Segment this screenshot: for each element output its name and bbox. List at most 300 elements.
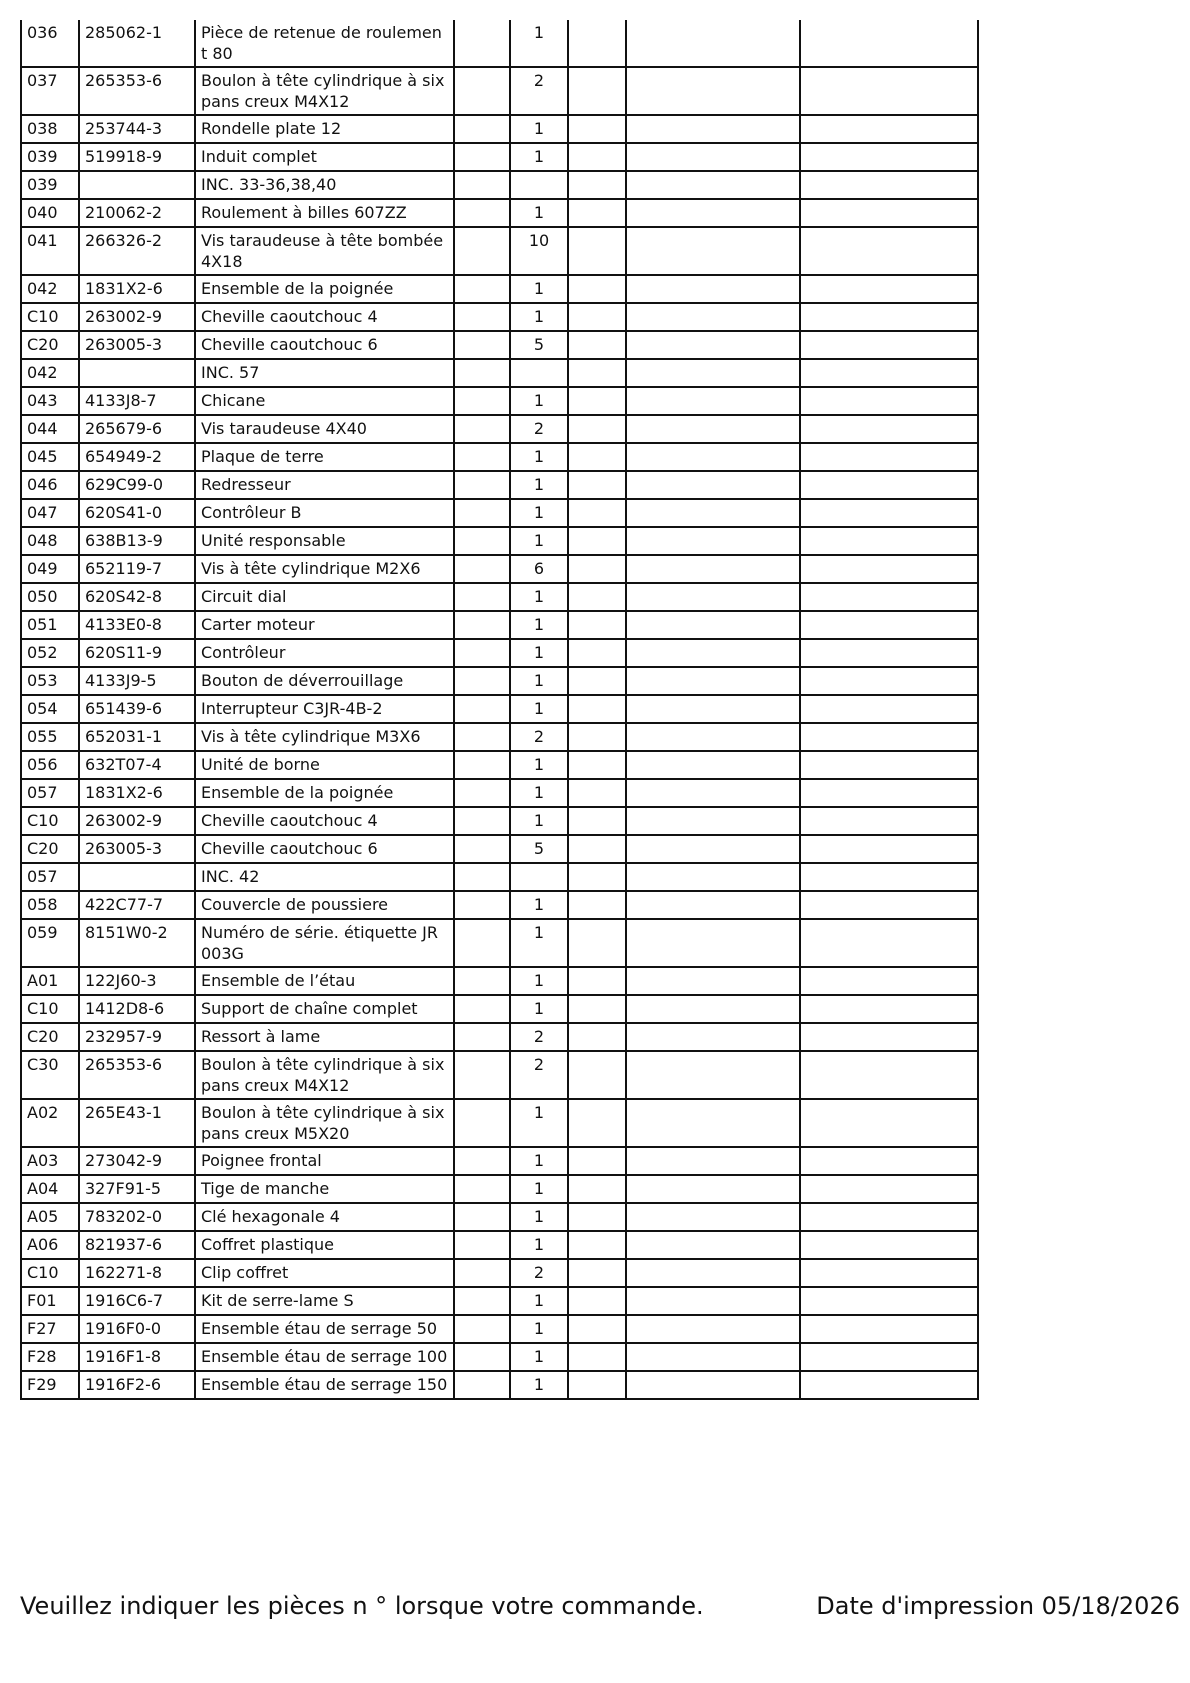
cell-empty	[626, 199, 800, 227]
cell-empty	[800, 667, 978, 695]
cell-description: Interrupteur C3JR-4B-2	[195, 695, 454, 723]
cell-description: INC. 57	[195, 359, 454, 387]
cell-part-no: 232957-9	[79, 1023, 195, 1051]
cell-empty	[454, 611, 510, 639]
cell-part-no: 263002-9	[79, 303, 195, 331]
cell-quantity: 5	[510, 835, 568, 863]
cell-empty	[568, 227, 626, 275]
cell-item-no: F01	[21, 1287, 79, 1315]
table-row	[21, 387, 978, 415]
cell-empty	[800, 20, 978, 67]
table-row	[21, 1259, 978, 1287]
table-row	[21, 995, 978, 1023]
cell-empty	[454, 303, 510, 331]
cell-empty	[626, 67, 800, 115]
cell-empty	[626, 611, 800, 639]
cell-empty	[568, 1203, 626, 1231]
cell-empty	[568, 199, 626, 227]
cell-empty	[626, 1231, 800, 1259]
cell-item-no: 042	[21, 275, 79, 303]
cell-empty	[626, 779, 800, 807]
table-row	[21, 359, 978, 387]
cell-empty	[454, 751, 510, 779]
cell-empty	[626, 171, 800, 199]
cell-empty	[454, 227, 510, 275]
cell-item-no: 045	[21, 443, 79, 471]
cell-empty	[800, 199, 978, 227]
table-row	[21, 807, 978, 835]
cell-part-no: 263002-9	[79, 807, 195, 835]
cell-empty	[626, 499, 800, 527]
cell-empty	[454, 1287, 510, 1315]
cell-empty	[800, 143, 978, 171]
cell-empty	[568, 891, 626, 919]
cell-quantity: 1	[510, 1371, 568, 1399]
cell-empty	[800, 303, 978, 331]
cell-part-no: 265353-6	[79, 1051, 195, 1099]
cell-description: INC. 42	[195, 863, 454, 891]
cell-empty	[626, 1023, 800, 1051]
cell-empty	[568, 1023, 626, 1051]
cell-quantity: 1	[510, 667, 568, 695]
table-row	[21, 1343, 978, 1371]
cell-empty	[568, 1147, 626, 1175]
cell-quantity: 1	[510, 1231, 568, 1259]
cell-quantity: 5	[510, 331, 568, 359]
cell-empty	[568, 387, 626, 415]
cell-description: Ensemble de la poignée	[195, 779, 454, 807]
cell-empty	[800, 779, 978, 807]
cell-empty	[568, 555, 626, 583]
cell-quantity: 1	[510, 115, 568, 143]
cell-quantity: 1	[510, 1099, 568, 1147]
cell-item-no: 042	[21, 359, 79, 387]
cell-empty	[800, 115, 978, 143]
cell-empty	[800, 1371, 978, 1399]
cell-part-no: 265353-6	[79, 67, 195, 115]
cell-empty	[800, 275, 978, 303]
cell-quantity: 2	[510, 67, 568, 115]
cell-empty	[454, 1371, 510, 1399]
cell-empty	[800, 1343, 978, 1371]
cell-empty	[626, 583, 800, 611]
cell-quantity	[510, 359, 568, 387]
cell-item-no: 057	[21, 863, 79, 891]
cell-description: Rondelle plate 12	[195, 115, 454, 143]
table-row	[21, 967, 978, 995]
cell-item-no: 054	[21, 695, 79, 723]
cell-empty	[800, 751, 978, 779]
cell-part-no: 651439-6	[79, 695, 195, 723]
cell-description: Ensemble de la poignée	[195, 275, 454, 303]
cell-empty	[800, 695, 978, 723]
cell-empty	[454, 919, 510, 967]
cell-item-no: 038	[21, 115, 79, 143]
cell-part-no: 654949-2	[79, 443, 195, 471]
cell-quantity: 1	[510, 919, 568, 967]
table-row	[21, 611, 978, 639]
cell-empty	[568, 967, 626, 995]
cell-part-no: 1916F0-0	[79, 1315, 195, 1343]
cell-empty	[800, 415, 978, 443]
cell-description: Ensemble étau de serrage 100	[195, 1343, 454, 1371]
cell-part-no	[79, 359, 195, 387]
cell-quantity: 1	[510, 995, 568, 1023]
cell-empty	[626, 667, 800, 695]
cell-description: Contrôleur B	[195, 499, 454, 527]
table-row	[21, 1023, 978, 1051]
cell-part-no: 8151W0-2	[79, 919, 195, 967]
cell-empty	[568, 331, 626, 359]
cell-item-no: C10	[21, 303, 79, 331]
cell-description: Support de chaîne complet	[195, 995, 454, 1023]
cell-empty	[454, 331, 510, 359]
cell-empty	[454, 1023, 510, 1051]
cell-empty	[800, 67, 978, 115]
cell-description: Roulement à billes 607ZZ	[195, 199, 454, 227]
cell-item-no: A04	[21, 1175, 79, 1203]
cell-empty	[800, 891, 978, 919]
cell-quantity: 1	[510, 1287, 568, 1315]
table-row	[21, 919, 978, 967]
cell-empty	[626, 1099, 800, 1147]
cell-empty	[626, 443, 800, 471]
cell-empty	[568, 919, 626, 967]
cell-empty	[568, 1315, 626, 1343]
cell-quantity: 2	[510, 1023, 568, 1051]
cell-quantity: 1	[510, 275, 568, 303]
cell-item-no: A06	[21, 1231, 79, 1259]
cell-item-no: 052	[21, 639, 79, 667]
cell-part-no: 783202-0	[79, 1203, 195, 1231]
cell-empty	[800, 171, 978, 199]
cell-empty	[626, 807, 800, 835]
cell-description: Cheville caoutchouc 6	[195, 331, 454, 359]
cell-empty	[626, 1259, 800, 1287]
cell-item-no: A02	[21, 1099, 79, 1147]
cell-empty	[626, 359, 800, 387]
table-row	[21, 275, 978, 303]
cell-description: Pièce de retenue de roulement 80	[195, 20, 454, 67]
cell-empty	[568, 443, 626, 471]
cell-quantity: 1	[510, 807, 568, 835]
cell-empty	[800, 919, 978, 967]
table-row	[21, 751, 978, 779]
print-date: Date d'impression 05/18/2026	[816, 1592, 1180, 1620]
cell-part-no: 652119-7	[79, 555, 195, 583]
cell-quantity: 1	[510, 695, 568, 723]
cell-description: Vis à tête cylindrique M3X6	[195, 723, 454, 751]
cell-item-no: 046	[21, 471, 79, 499]
cell-empty	[800, 967, 978, 995]
cell-quantity: 1	[510, 583, 568, 611]
cell-empty	[568, 20, 626, 67]
cell-description: Ensemble de l’étau	[195, 967, 454, 995]
cell-empty	[626, 1051, 800, 1099]
cell-description: Couvercle de poussiere	[195, 891, 454, 919]
cell-empty	[800, 1147, 978, 1175]
cell-item-no: C10	[21, 1259, 79, 1287]
cell-empty	[626, 303, 800, 331]
cell-item-no: 039	[21, 171, 79, 199]
table-row	[21, 20, 978, 67]
cell-part-no: 210062-2	[79, 199, 195, 227]
table-row	[21, 1175, 978, 1203]
cell-part-no: 265679-6	[79, 415, 195, 443]
table-row	[21, 527, 978, 555]
table-row	[21, 667, 978, 695]
cell-description: Ensemble étau de serrage 50	[195, 1315, 454, 1343]
cell-item-no: A03	[21, 1147, 79, 1175]
cell-description: Vis taraudeuse 4X40	[195, 415, 454, 443]
cell-empty	[568, 303, 626, 331]
table-row	[21, 835, 978, 863]
cell-empty	[454, 1175, 510, 1203]
cell-part-no: 1916F1-8	[79, 1343, 195, 1371]
cell-item-no: 048	[21, 527, 79, 555]
cell-quantity: 1	[510, 967, 568, 995]
cell-empty	[800, 995, 978, 1023]
cell-empty	[568, 583, 626, 611]
cell-description: Plaque de terre	[195, 443, 454, 471]
cell-item-no: C20	[21, 331, 79, 359]
cell-quantity: 1	[510, 891, 568, 919]
cell-empty	[454, 275, 510, 303]
cell-quantity: 2	[510, 723, 568, 751]
cell-item-no: 051	[21, 611, 79, 639]
cell-description: Cheville caoutchouc 4	[195, 303, 454, 331]
cell-empty	[626, 863, 800, 891]
table-row	[21, 443, 978, 471]
cell-part-no: 620S42-8	[79, 583, 195, 611]
cell-description: Boulon à tête cylindrique à six pans creux M5X20	[195, 1099, 454, 1147]
cell-empty	[568, 1259, 626, 1287]
cell-part-no: 1831X2-6	[79, 779, 195, 807]
cell-empty	[568, 275, 626, 303]
cell-empty	[800, 387, 978, 415]
cell-description: Induit complet	[195, 143, 454, 171]
cell-empty	[626, 891, 800, 919]
cell-empty	[568, 415, 626, 443]
cell-part-no: 638B13-9	[79, 527, 195, 555]
cell-empty	[800, 1023, 978, 1051]
cell-quantity: 2	[510, 1051, 568, 1099]
table-row	[21, 1203, 978, 1231]
cell-item-no: 047	[21, 499, 79, 527]
cell-empty	[626, 331, 800, 359]
table-row	[21, 639, 978, 667]
table-row	[21, 1287, 978, 1315]
cell-description: Vis à tête cylindrique M2X6	[195, 555, 454, 583]
cell-part-no: 4133E0-8	[79, 611, 195, 639]
cell-empty	[800, 1099, 978, 1147]
cell-empty	[626, 751, 800, 779]
cell-empty	[626, 415, 800, 443]
cell-empty	[626, 967, 800, 995]
cell-empty	[626, 1147, 800, 1175]
cell-empty	[800, 611, 978, 639]
cell-empty	[626, 1287, 800, 1315]
cell-description: Tige de manche	[195, 1175, 454, 1203]
table-row	[21, 555, 978, 583]
cell-empty	[454, 1315, 510, 1343]
cell-item-no: C10	[21, 995, 79, 1023]
cell-quantity: 1	[510, 443, 568, 471]
cell-empty	[454, 443, 510, 471]
cell-empty	[800, 1315, 978, 1343]
cell-empty	[568, 1099, 626, 1147]
cell-description: Contrôleur	[195, 639, 454, 667]
cell-description: INC. 33-36,38,40	[195, 171, 454, 199]
cell-empty	[454, 807, 510, 835]
cell-part-no: 273042-9	[79, 1147, 195, 1175]
cell-empty	[454, 199, 510, 227]
cell-description: Vis taraudeuse à tête bombée 4X18	[195, 227, 454, 275]
cell-quantity: 1	[510, 1343, 568, 1371]
cell-empty	[800, 1259, 978, 1287]
table-row	[21, 67, 978, 115]
cell-quantity: 1	[510, 303, 568, 331]
cell-part-no: 285062-1	[79, 20, 195, 67]
cell-empty	[454, 415, 510, 443]
cell-empty	[454, 639, 510, 667]
cell-empty	[800, 359, 978, 387]
cell-empty	[454, 527, 510, 555]
cell-part-no: 266326-2	[79, 227, 195, 275]
cell-empty	[454, 583, 510, 611]
cell-item-no: 050	[21, 583, 79, 611]
cell-part-no: 253744-3	[79, 115, 195, 143]
cell-empty	[568, 1231, 626, 1259]
cell-empty	[626, 527, 800, 555]
cell-description: Carter moteur	[195, 611, 454, 639]
cell-empty	[800, 471, 978, 499]
cell-item-no: 044	[21, 415, 79, 443]
table-row	[21, 1371, 978, 1399]
cell-empty	[454, 471, 510, 499]
cell-quantity: 1	[510, 1175, 568, 1203]
cell-empty	[626, 723, 800, 751]
order-note: Veuillez indiquer les pièces n ° lorsque votre commande.	[20, 1592, 704, 1620]
cell-empty	[800, 499, 978, 527]
table-row	[21, 199, 978, 227]
cell-description: Ressort à lame	[195, 1023, 454, 1051]
table-row	[21, 331, 978, 359]
cell-empty	[454, 695, 510, 723]
table-row	[21, 115, 978, 143]
cell-empty	[800, 835, 978, 863]
cell-empty	[800, 527, 978, 555]
cell-empty	[454, 863, 510, 891]
cell-quantity: 1	[510, 1203, 568, 1231]
cell-quantity: 1	[510, 387, 568, 415]
cell-empty	[568, 1175, 626, 1203]
table-row	[21, 1147, 978, 1175]
cell-empty	[800, 1051, 978, 1099]
cell-empty	[800, 807, 978, 835]
cell-empty	[568, 67, 626, 115]
cell-empty	[800, 723, 978, 751]
cell-item-no: 043	[21, 387, 79, 415]
cell-empty	[626, 143, 800, 171]
cell-quantity: 1	[510, 471, 568, 499]
cell-part-no: 422C77-7	[79, 891, 195, 919]
cell-empty	[626, 1203, 800, 1231]
parts-table-body	[21, 20, 978, 1399]
cell-part-no: 1831X2-6	[79, 275, 195, 303]
cell-empty	[454, 67, 510, 115]
cell-empty	[568, 863, 626, 891]
table-row	[21, 891, 978, 919]
cell-item-no: C20	[21, 1023, 79, 1051]
cell-empty	[626, 387, 800, 415]
table-row	[21, 415, 978, 443]
parts-table	[20, 20, 979, 1400]
cell-quantity: 1	[510, 20, 568, 67]
cell-empty	[568, 359, 626, 387]
cell-item-no: C10	[21, 807, 79, 835]
table-row	[21, 1315, 978, 1343]
cell-empty	[800, 443, 978, 471]
cell-part-no: 652031-1	[79, 723, 195, 751]
cell-empty	[568, 835, 626, 863]
cell-description: Poignee frontal	[195, 1147, 454, 1175]
cell-description: Numéro de série. étiquette JR003G	[195, 919, 454, 967]
cell-empty	[800, 1175, 978, 1203]
cell-empty	[568, 1371, 626, 1399]
cell-part-no: 1916C6-7	[79, 1287, 195, 1315]
cell-description: Unité responsable	[195, 527, 454, 555]
cell-empty	[454, 143, 510, 171]
cell-part-no: 263005-3	[79, 835, 195, 863]
cell-item-no: 049	[21, 555, 79, 583]
cell-item-no: 059	[21, 919, 79, 967]
cell-quantity: 1	[510, 499, 568, 527]
cell-item-no: F27	[21, 1315, 79, 1343]
cell-quantity: 1	[510, 527, 568, 555]
cell-empty	[626, 115, 800, 143]
cell-empty	[568, 667, 626, 695]
cell-part-no	[79, 171, 195, 199]
cell-empty	[454, 779, 510, 807]
cell-empty	[800, 331, 978, 359]
cell-empty	[800, 583, 978, 611]
table-row	[21, 1051, 978, 1099]
table-row	[21, 863, 978, 891]
cell-description: Clip coffret	[195, 1259, 454, 1287]
cell-part-no: 629C99-0	[79, 471, 195, 499]
cell-item-no: 057	[21, 779, 79, 807]
cell-part-no: 620S11-9	[79, 639, 195, 667]
cell-item-no: 036	[21, 20, 79, 67]
cell-part-no: 265E43-1	[79, 1099, 195, 1147]
cell-empty	[454, 1343, 510, 1371]
cell-part-no: 620S41-0	[79, 499, 195, 527]
cell-part-no: 632T07-4	[79, 751, 195, 779]
cell-empty	[800, 555, 978, 583]
cell-item-no: 055	[21, 723, 79, 751]
cell-empty	[568, 115, 626, 143]
cell-description: Clé hexagonale 4	[195, 1203, 454, 1231]
cell-item-no: 056	[21, 751, 79, 779]
cell-empty	[626, 1175, 800, 1203]
cell-item-no: 039	[21, 143, 79, 171]
cell-empty	[626, 555, 800, 583]
cell-empty	[568, 995, 626, 1023]
cell-item-no: 053	[21, 667, 79, 695]
cell-empty	[568, 695, 626, 723]
cell-part-no: 162271-8	[79, 1259, 195, 1287]
